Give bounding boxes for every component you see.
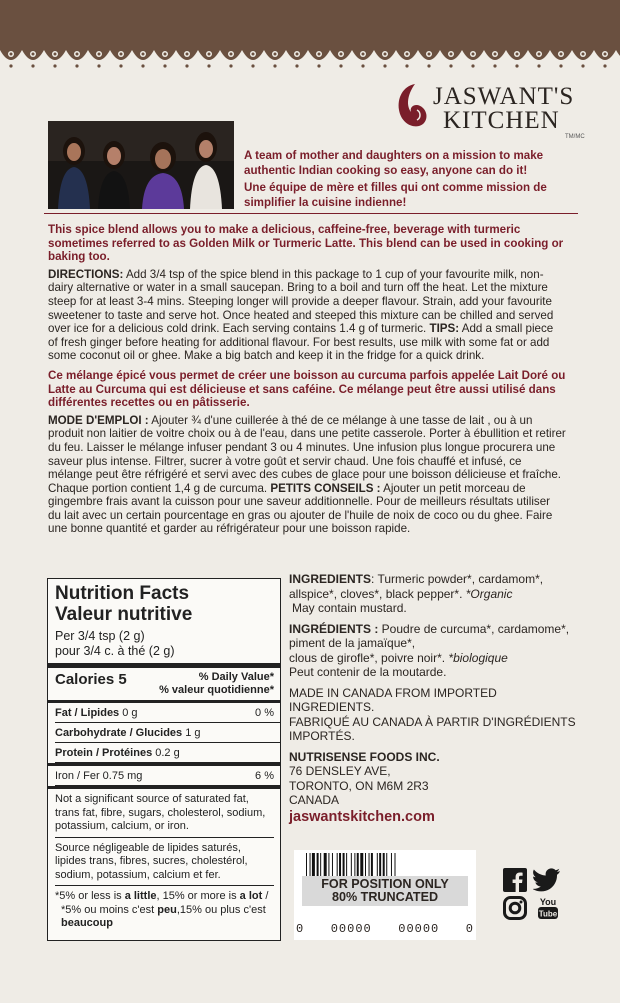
ingredients-fr-mustard: Peut contenir de la moutarde. (289, 665, 447, 679)
note-fr: Source négligeable de lipides saturés, lipides trans, fibres, sucres, cholestérol, sodium, potassium, calcium et fer. (55, 838, 274, 887)
family-photo (48, 121, 234, 209)
ingredients-fr-label: INGRÉDIENTS : (289, 621, 379, 636)
protein-row (55, 743, 280, 763)
carb-row (55, 723, 280, 743)
foot-f: peu (157, 903, 177, 916)
ingredients-en-text: : Turmeric powder*, cardamom*, allspice*, cloves*, black pepper*. (289, 572, 544, 601)
top-band (0, 0, 620, 42)
instagram-icon[interactable] (503, 896, 527, 920)
fat-value: 0 g (119, 707, 138, 719)
protein-label: Protein / Protéines (55, 747, 153, 759)
ingredients-fr-text: Poudre de curcuma*, cardamome*, piment de la jamaïque*, (289, 621, 570, 650)
description-text (48, 223, 566, 540)
serving-size-fr: pour 3/4 c. à thé (2 g) (55, 644, 175, 658)
carb-value: 1 g (182, 727, 201, 739)
dv-en: % Daily Value (198, 671, 270, 683)
note-en: Not a significant source of saturated fat, trans fat, fibre, sugars, cholesterol, sodium, potassium, calcium, or iron. (55, 789, 274, 838)
company-street: 76 DENSLEY AVE, (289, 764, 391, 778)
serving-size-en: Per 3/4 tsp (2 g) (55, 629, 145, 643)
mode-text-2: Ajouter un petit morceau de gingembre frais avant la cuisson pour une saveur additionnelle. Pour de meilleurs résultats utiliser du lait avec un certain pourcentage en gras ou ajouter de l'huile de noix de coco ou du ghee. Faire une bonne quantité et garder au réfrigérateur pour une boisson rapide. (48, 481, 553, 536)
digits-mid-2: 00000 (398, 922, 440, 936)
daily-value-header (159, 671, 274, 697)
foot-d: a lot (239, 890, 263, 902)
made-in-en: MADE IN CANADA FROM IMPORTED INGREDIENTS. (289, 685, 497, 714)
ingredients-en-mustard: May contain mustard. (292, 601, 407, 615)
ingredients-en-label: INGREDIENTS (289, 572, 372, 586)
company-country: CANADA (289, 793, 340, 807)
foot-b: a little (124, 890, 157, 902)
paisley-icon (395, 82, 429, 130)
iron-label: Iron / Fer 0.75 mg (55, 770, 143, 782)
brand-logo (395, 80, 595, 142)
tips-label: TIPS: (429, 322, 460, 336)
divider (44, 213, 578, 214)
company-address (289, 750, 579, 826)
foot-a: *5% or less is (55, 890, 125, 902)
website-link[interactable]: jaswantskitchen.com (289, 808, 435, 825)
barcode-line2: 80% TRUNCATED (331, 890, 439, 904)
directions-label: DIRECTIONS: (48, 267, 124, 281)
mode-text-1: Ajouter ¾ d'une cuillerée à thé de ce mélange à une tasse de lait , ou à un produit non laitier de voitre choix ou à de l'eau, dans une petite casserole. Porter à ébullition et retirer du feu. Laisser le mélange infuser pendant 3 ou 4 minutes. Une infusion plus longue procurera une saveur plus intense. Filtrer, sucrer à votre goût et servir chaud. Une fois chauffé et infusé, ce mélange peut être réfrigéré et servi avec des cubes de glace pour une boisson délicieuse et fraîche. Chaque portion contient 1,4 g de curcuma. (48, 413, 566, 495)
protein-value: 0.2 g (152, 747, 180, 759)
foot-g: ,15% ou plus c'est (176, 903, 266, 916)
intro-fr: Ce mélange épicé vous permet de créer une boisson au curcuma parfois appelée Lait Doré ou Latte au Curcuma qui est délicieuse et sans caféine. Ce mélange peut être aussi utilisé dans différentes recettes ou en pâtisserie. (48, 368, 566, 410)
barcode (294, 850, 476, 940)
youtube-label-you: You (539, 897, 557, 907)
digit-left: 0 (296, 922, 305, 936)
youtube-label-tube: Tube (538, 909, 558, 919)
ingredients-fr (289, 622, 579, 680)
barcode-digits (294, 922, 476, 936)
directions-text-2: Add a small piece of fresh ginger before heating for additional flavour. For best results, use milk with some fat or add some coconut oil or ghee. Make a big batch and keep it in the fridge for a quick drink. (48, 322, 554, 363)
company-city: TORONTO, ON M6M 2R3 (289, 778, 429, 793)
calories-label: Calories 5 (55, 671, 127, 688)
fat-dv: 0 % (255, 707, 274, 719)
origin-statement (289, 686, 579, 744)
facebook-icon[interactable] (503, 868, 527, 892)
daily-value-footnote (55, 886, 274, 931)
foot-c: , 15% or more is (156, 890, 240, 902)
barcode-placeholder-label (302, 876, 468, 906)
iron-dv: 6 % (255, 770, 274, 782)
conseils-label: PETITS CONSEILS : (270, 481, 381, 495)
digit-right: 0 (465, 922, 474, 936)
twitter-icon[interactable] (533, 868, 561, 892)
fat-row (55, 703, 280, 723)
fat-label: Fat / Lipides (55, 707, 120, 719)
directions-paragraph (48, 268, 566, 363)
dv-fr: % valeur quotidienne (159, 684, 270, 696)
nutrition-title-fr: Valeur nutritive (55, 604, 193, 625)
foot-h: beaucoup (61, 917, 113, 929)
company-name: NUTRISENSE FOODS INC. (289, 749, 440, 764)
calories-row (55, 668, 274, 697)
tagline (244, 148, 584, 210)
youtube-icon[interactable] (536, 896, 560, 920)
mode-label: MODE D'EMPLOI : (48, 413, 149, 427)
nutrition-title-en: Nutrition Facts (55, 583, 190, 604)
decorative-scallop-border (0, 40, 620, 74)
brand-name-line2: KITCHEN (443, 107, 560, 134)
dv-star-fr: * (269, 684, 274, 696)
directions-text-1: Add 3/4 tsp of the spice blend in this package to 1 cup of your favourite milk, non-dairy alternative or water in a small saucepan. Bring to a boil and turn off the heat. Let the mixture steep for at least 3-4 mins. Steeping longer will provide a deeper flavour. Strain, add your favourite sweetener to taste and serve hot. Once heated and steeped this mixture can be chilled and served over ice for a delicious cold drink. Each serving contains 1.4 g of turmeric. (48, 267, 554, 336)
intro-en: This spice blend allows you to make a delicious, caffeine-free, beverage with turmeric sometimes referred to as Golden Milk or Turmeric Latte. This blend can be used in cooking or baking too. (48, 223, 564, 264)
ingredients-en (289, 572, 579, 616)
brand-name-line1: JASWANT'S (433, 83, 575, 110)
foot-e: / *5% ou moins c'est (61, 890, 269, 916)
made-in-fr: FABRIQUÉ AU CANADA À PARTIR D'INGRÉDIENTS IMPORTÉS. (289, 714, 576, 743)
dv-star-en: * (269, 671, 274, 683)
ingredients-panel (289, 572, 579, 826)
iron-row (55, 766, 280, 786)
ingredients-en-organic: *Organic (465, 586, 513, 601)
ingredients-fr-organic: *biologique (448, 650, 508, 665)
ingredients-fr-text-2: clous de girofle*, poivre noir*. (289, 650, 449, 665)
carb-label: Carbohydrate / Glucides (55, 727, 183, 739)
tagline-fr: Une équipe de mère et filles qui ont comme mission de simplifier la cuisine indienne! (244, 181, 547, 209)
barcode-line1: FOR POSITION ONLY (321, 877, 449, 891)
trademark-mark: TM/MC (565, 134, 585, 140)
mode-paragraph (48, 414, 566, 536)
nutrition-facts-table (47, 578, 281, 941)
digits-mid-1: 00000 (330, 922, 372, 936)
tagline-en: A team of mother and daughters on a mission to make authentic Indian cooking so easy, anyone can do it! (244, 149, 544, 177)
